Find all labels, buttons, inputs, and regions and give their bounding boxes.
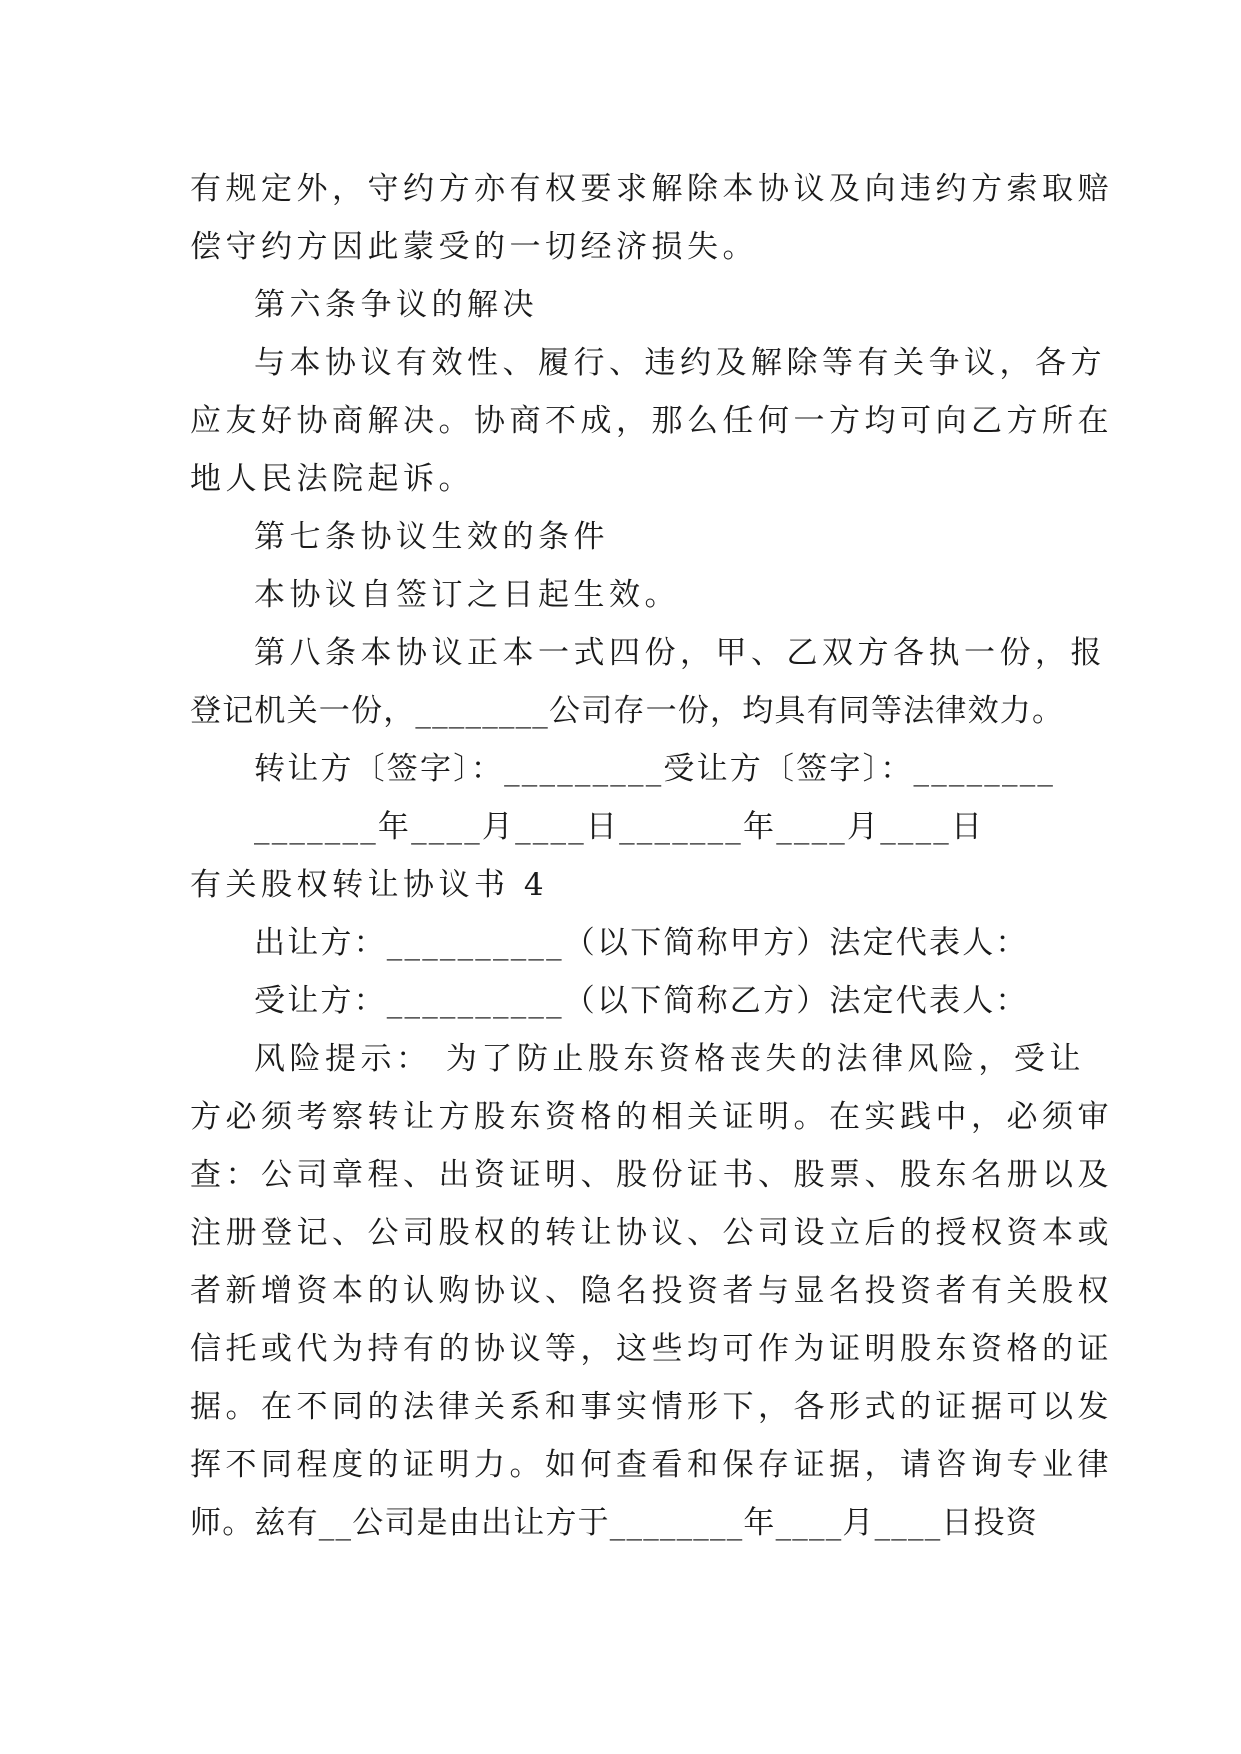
paragraph-line: 者新增资本的认购协议、隐名投资者与显名投资者有关股权 [190, 1273, 1113, 1309]
article-heading: 第七条协议生效的条件 [254, 519, 609, 555]
paragraph-line: 据。在不同的法律关系和事实情形下，各形式的证据可以发 [190, 1389, 1113, 1425]
paragraph-line: 本协议自签订之日起生效。 [254, 577, 680, 613]
paragraph-line: 有规定外，守约方亦有权要求解除本协议及向违约方索取赔 [190, 171, 1113, 207]
paragraph-line: 师。兹有__公司是由出让方于________年____月____日投资 [190, 1505, 1038, 1541]
article-heading: 第六条争议的解决 [254, 287, 538, 323]
paragraph-line: 信托或代为持有的协议等，这些均可作为证明股东资格的证 [190, 1331, 1113, 1367]
date-line: _______年____月____日_______年____月____日 [254, 809, 985, 845]
signature-line: 转让方〔签字〕：_________受让方〔签字〕：________ [254, 751, 1056, 787]
section-title: 有关股权转让协议书 4 [190, 867, 549, 903]
party-line-transferee: 受让方：__________（以下简称乙方）法定代表人： [254, 983, 1029, 1019]
paragraph-line: 偿守约方因此蒙受的一切经济损失。 [190, 229, 758, 265]
risk-notice-line: 风险提示： 为了防止股东资格丧失的法律风险，受让 [254, 1041, 1085, 1077]
party-line-transferor: 出让方：__________（以下简称甲方）法定代表人： [254, 925, 1029, 961]
paragraph-line: 挥不同程度的证明力。如何查看和保存证据，请咨询专业律 [190, 1447, 1113, 1483]
document-body [190, 160, 1113, 1552]
paragraph-line: 应友好协商解决。协商不成，那么任何一方均可向乙方所在 [190, 403, 1113, 439]
paragraph-line: 方必须考察转让方股东资格的相关证明。在实践中，必须审 [190, 1099, 1113, 1135]
paragraph-line: 登记机关一份，________公司存一份，均具有同等法律效力。 [190, 693, 1065, 729]
paragraph-line: 查：公司章程、出资证明、股份证书、股票、股东名册以及 [190, 1157, 1113, 1193]
paragraph-line: 注册登记、公司股权的转让协议、公司设立后的授权资本或 [190, 1215, 1113, 1251]
paragraph-line: 与本协议有效性、履行、违约及解除等有关争议，各方 [254, 345, 1106, 381]
paragraph-line: 第八条本协议正本一式四份，甲、乙双方各执一份，报 [254, 635, 1106, 671]
paragraph-line: 地人民法院起诉。 [190, 461, 474, 497]
